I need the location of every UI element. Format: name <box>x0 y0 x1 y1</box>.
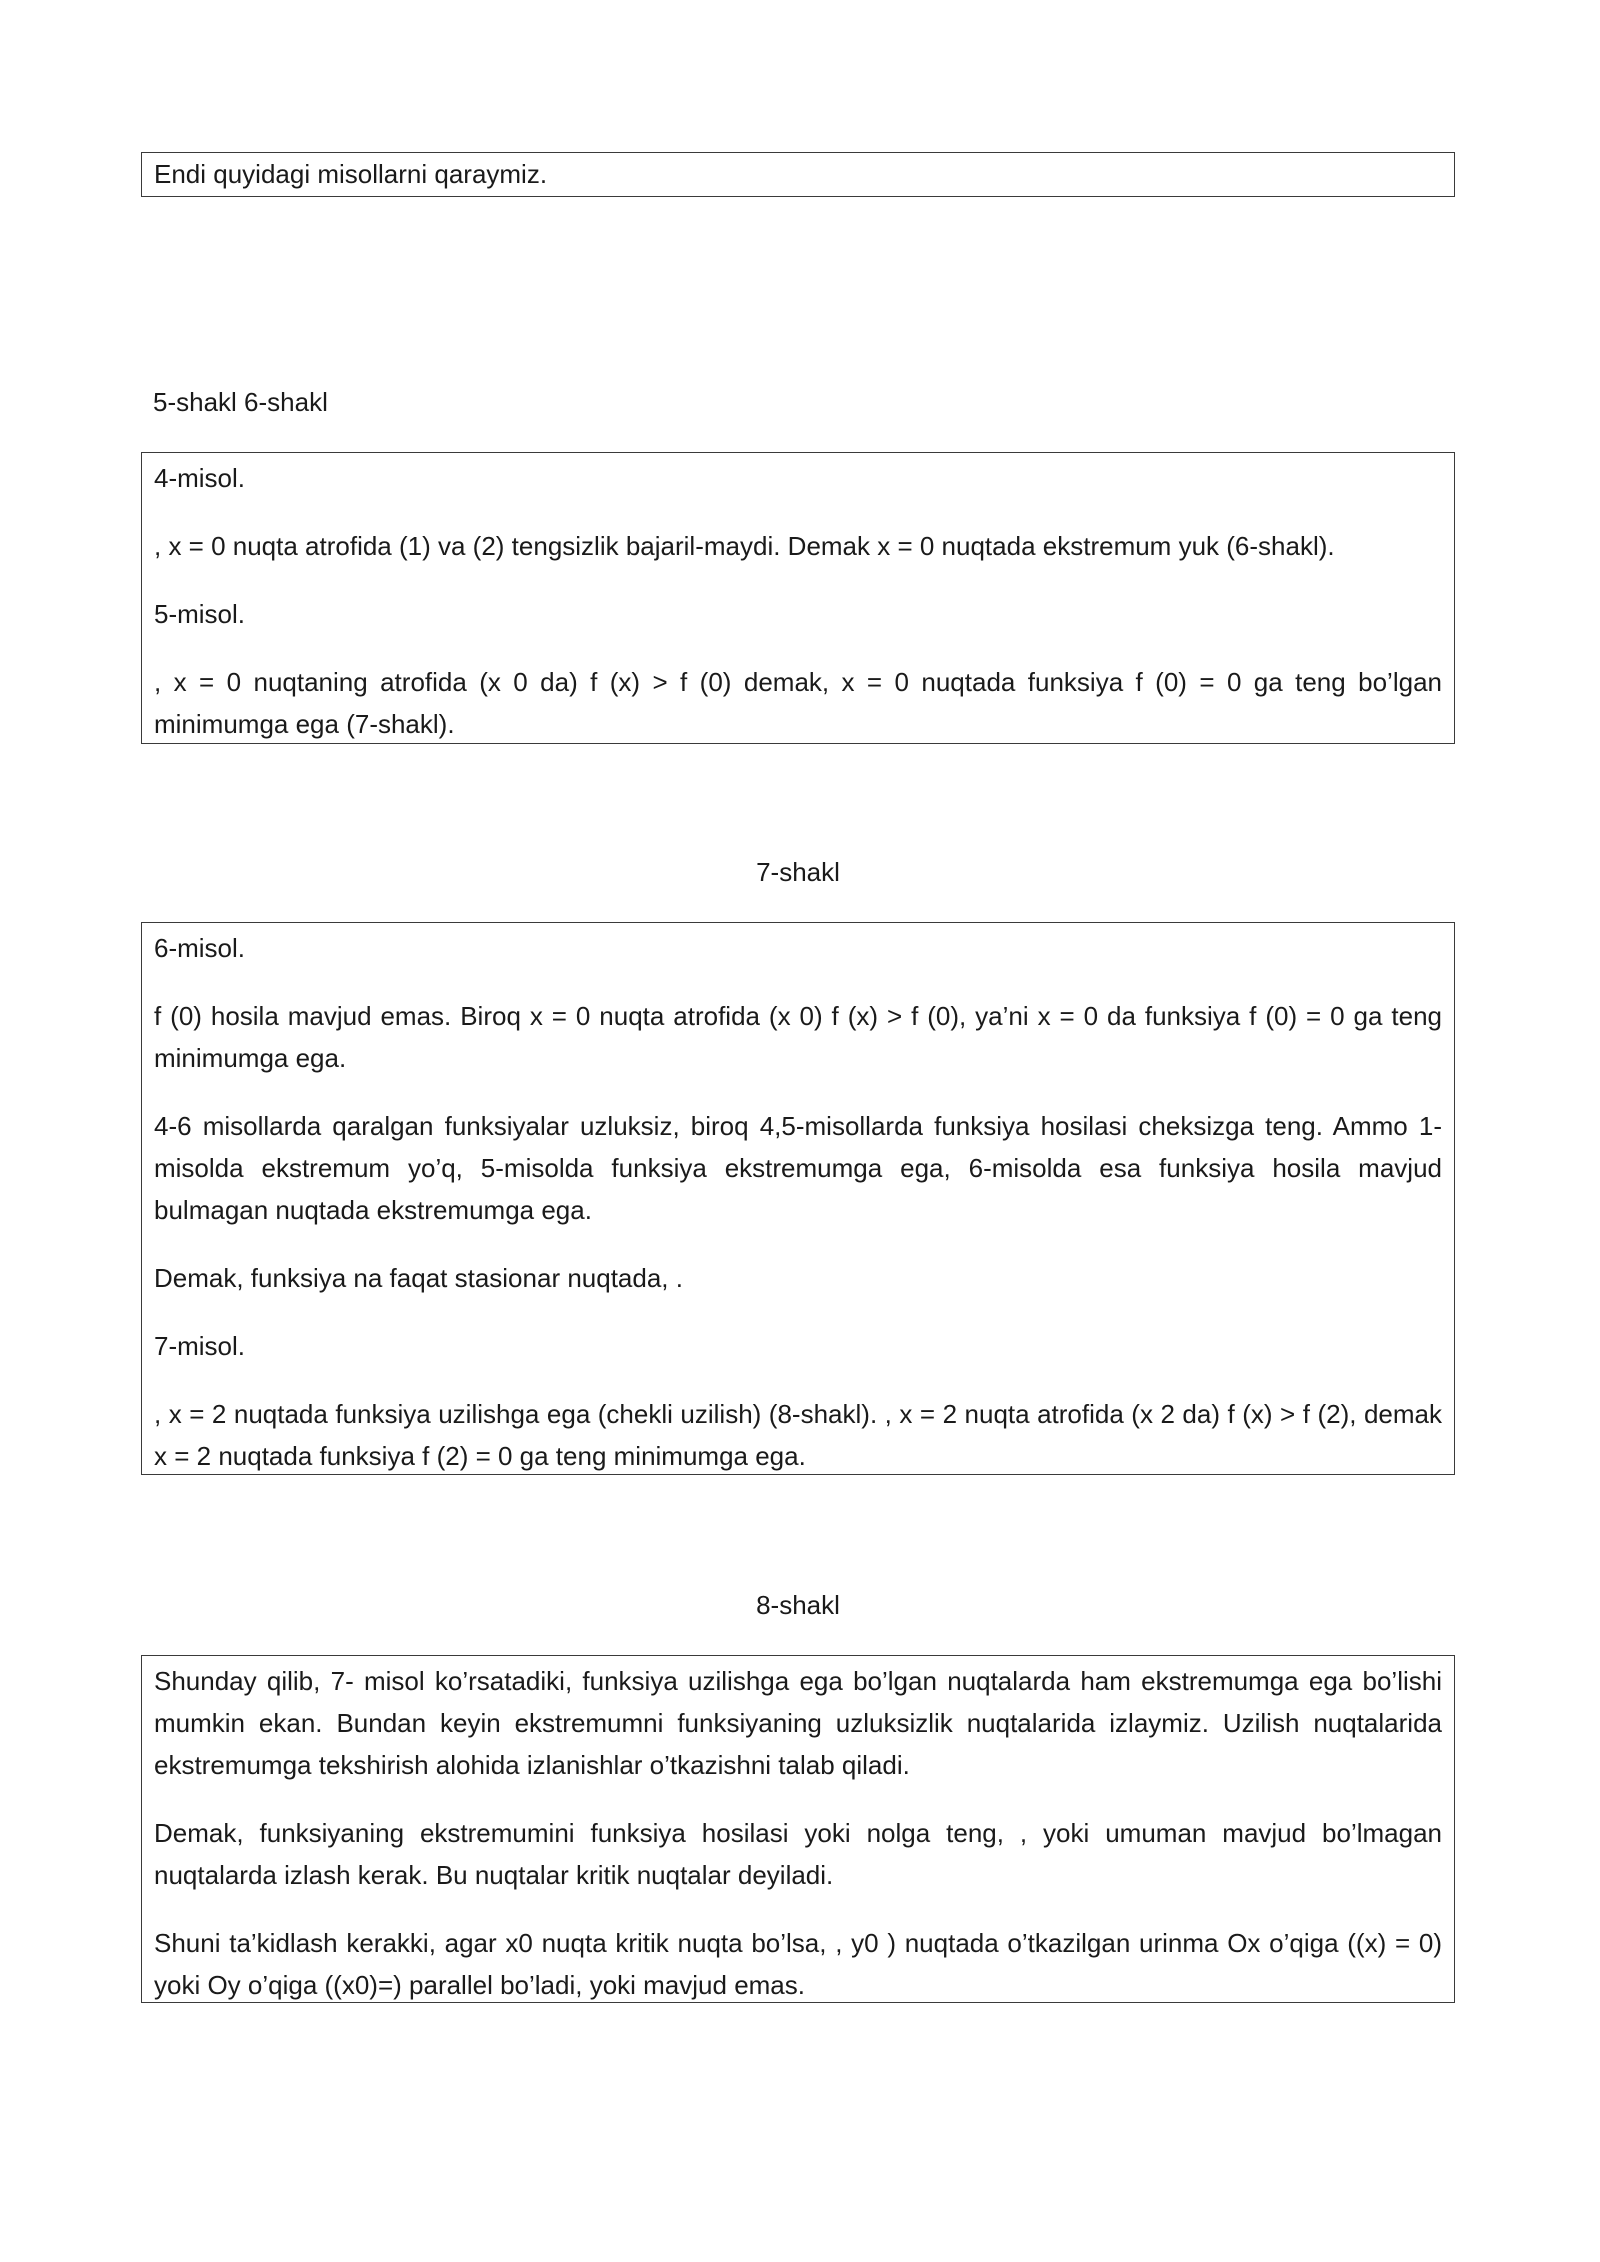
figure-caption-7: 7-shakl <box>756 857 840 887</box>
example-4-text: , x = 0 nuqta atrofida (1) va (2) tengsizlik bajaril-maydi. Demak x = 0 nuqtada ekstremum yuk (6-shakl). <box>154 531 1335 561</box>
example-4-heading: 4-misol. <box>154 463 246 493</box>
example-7-heading: 7-misol. <box>154 1331 246 1361</box>
discontinuity-paragraph: Shunday qilib, 7- misol ko’rsatadiki, funksiya uzilishga ega bo’lgan nuqtalarda ham ekstremumga ega bo’lishi mumkin ekan. Bundan keyin ekstremumni funksiyaning uzluksizlik nuqtalarida izlaymiz. Uzilish nuqtalarida ekstremumga tekshirish alohida izlanishlar o’tkazishni talab qiladi. <box>154 1666 1442 1780</box>
example-4-5-box <box>141 452 1455 744</box>
examples-4-6-summary: 4-6 misollarda qaralgan funksiyalar uzluksiz, biroq 4,5-misollarda funksiya hosilasi cheksizga teng. Ammo 1-misolda ekstremum yo’q, 5-misolda funksiya ekstremumga ega, 6-misolda esa funksiya hosila mavjud bulmagan nuqtada ekstremumga ega. <box>154 1111 1442 1225</box>
tangent-paragraph: Shuni ta’kidlash kerakki, agar x0 nuqta kritik nuqta bo’lsa, , y0 ) nuqtada o’tkazilgan urinma Ox o’qiga ((x) = 0) yoki Oy o’qiga ((x0)=) parallel bo’ladi, yoki mavjud emas. <box>154 1928 1442 2000</box>
intro-box <box>141 152 1455 197</box>
conclusion-text: Demak, funksiya na faqat stasionar nuqtada, . <box>154 1263 683 1293</box>
figure-caption-5-6: 5-shakl 6-shakl <box>153 387 328 417</box>
example-6-heading: 6-misol. <box>154 933 246 963</box>
critical-points-paragraph: Demak, funksiyaning ekstremumini funksiya hosilasi yoki nolga teng, , yoki umuman mavjud bo’lmagan nuqtalarda izlash kerak. Bu nuqtalar kritik nuqtalar deyiladi. <box>154 1818 1442 1890</box>
example-5-text: , x = 0 nuqtaning atrofida (x 0 da) f (x) > f (0) demak, x = 0 nuqtada funksiya f (0) = 0 ga teng bo’lgan minimumga ega (7-shakl). <box>154 667 1442 739</box>
critical-points-box <box>141 1655 1455 2003</box>
example-7-text: , x = 2 nuqtada funksiya uzilishga ega (chekli uzilish) (8-shakl). , x = 2 nuqta atrofida (x 2 da) f (x) > f (2), demak x = 2 nuqtada funksiya f (2) = 0 ga teng minimumga ega. <box>154 1399 1442 1471</box>
example-6-7-box <box>141 922 1455 1475</box>
example-6-text: f (0) hosila mavjud emas. Biroq x = 0 nuqta atrofida (x 0) f (x) > f (0), ya’ni x = 0 da funksiya f (0) = 0 ga teng minimumga ega. <box>154 1001 1442 1073</box>
intro-text: Endi quyidagi misollarni qaraymiz. <box>154 159 548 189</box>
example-5-heading: 5-misol. <box>154 599 246 629</box>
figure-caption-8: 8-shakl <box>756 1590 840 1620</box>
